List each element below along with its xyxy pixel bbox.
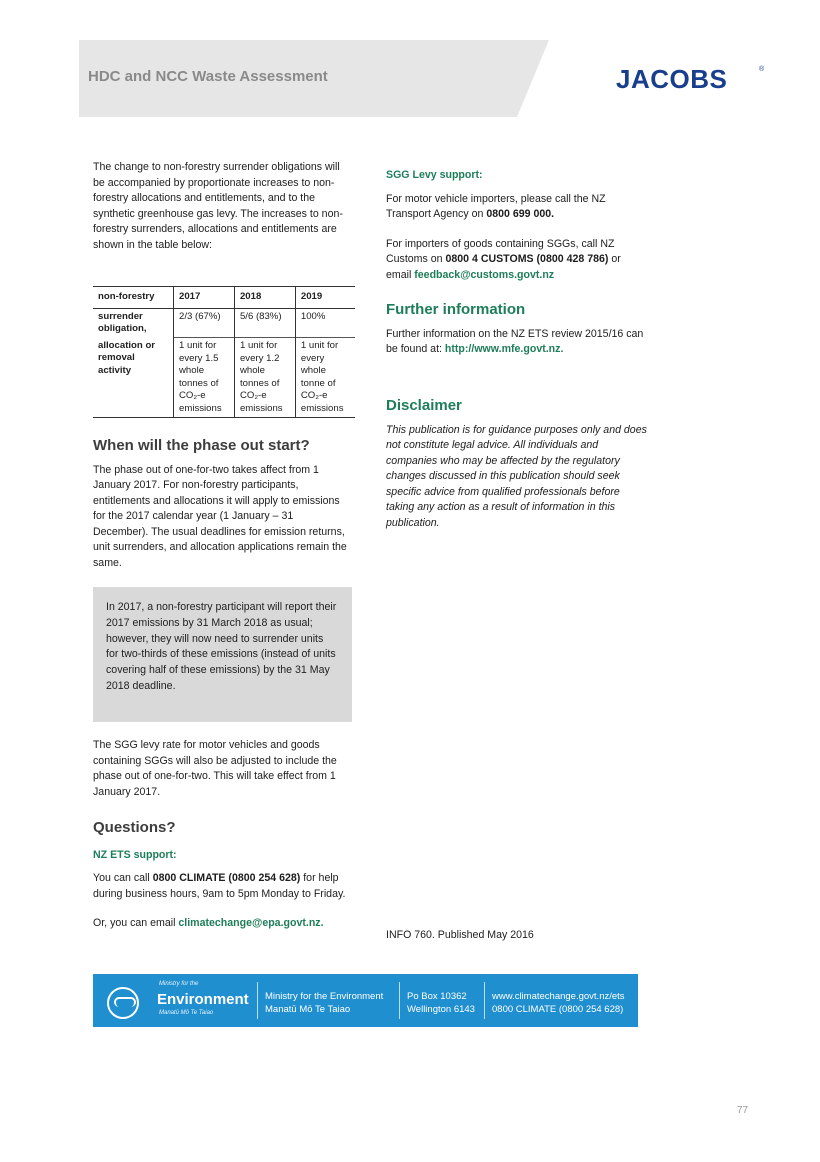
goods-text [386, 237, 648, 284]
table-cell: 1 unit for every 1.5 whole tonnes of CO₂-e emissions [174, 338, 235, 418]
motor-text [386, 192, 648, 223]
page-number: 77 [737, 1105, 749, 1116]
web-line2: 0800 CLIMATE (0800 254 628) [492, 1003, 624, 1015]
mfe-link[interactable]: http://www.mfe.govt.nz. [444, 343, 564, 355]
email-pre: Or, you can email [93, 917, 179, 929]
footer-address [407, 991, 475, 1016]
table-header-cell: 2018 [234, 287, 295, 309]
example-callout [93, 587, 352, 722]
ets-support-pre: You can call [93, 872, 153, 884]
ministry-line1: Ministry for the Environment [265, 991, 384, 1002]
goods-mid: or email [386, 253, 621, 281]
table-header-cell: non-forestry [98, 291, 155, 302]
web-line1[interactable]: www.climatechange.govt.nz/ets [492, 991, 625, 1002]
questions-section [93, 820, 348, 932]
document-title: HDC and NCC Waste Assessment [88, 68, 328, 85]
manatu-small: Manatū Mō Te Taiao [159, 1010, 214, 1016]
table-row [93, 308, 355, 338]
table-row-label: surrender obligation, [98, 310, 147, 334]
email-line [93, 916, 348, 932]
table-cell: 1 unit for every 1.2 whole tonnes of CO₂-e emissions [234, 338, 295, 418]
disclaimer-heading: Disclaimer [386, 397, 462, 414]
intro-text: The change to non-forestry surrender obligations will be accompanied by proportionate increases to non-forestry allocations and entitlements, and to the synthetic greenhouse gas levy. The increases to non-forestry surrenders, allocations and entitlements are shown in the table below: [93, 161, 343, 251]
ets-support-heading: NZ ETS support: [93, 848, 177, 861]
intro-paragraph [93, 160, 348, 253]
further-heading: Further information [386, 301, 526, 318]
mfe-footer-band [93, 974, 638, 1027]
sgg-support-heading: SGG Levy support: [386, 169, 483, 181]
table-row-label: allocation or removal activity [98, 339, 156, 376]
sgg-support-section [386, 168, 648, 283]
further-text [386, 327, 648, 358]
footer-separator [484, 982, 485, 1019]
info-line [386, 928, 648, 944]
table-cell: 1 unit for every whole tonne of CO₂-e emissions [295, 338, 355, 418]
disclaimer-section [386, 398, 648, 531]
phase-section [93, 438, 348, 571]
registered-mark: ® [759, 66, 765, 73]
motor-pre: For motor vehicle importers, please call the NZ Transport Agency on [386, 192, 606, 220]
disclaimer-text: This publication is for guidance purposes only and does not constitute legal advice. All individuals and companies who may be affected by the regulatory changes discussed in this publication should seek specific advice from qualified professionals before taking any action as a result of information in this publication. [386, 423, 647, 529]
ets-support-phone: 0800 CLIMATE (0800 254 628) [152, 872, 301, 884]
table-cell: 2/3 (67%) [174, 308, 235, 338]
customs-phone: 0800 4 CUSTOMS (0800 428 786) [445, 253, 609, 265]
further-info-section [386, 302, 648, 358]
sgg-paragraph [93, 738, 348, 800]
further-pre: Further information on the NZ ETS review 2015/16 can be found at: [386, 327, 644, 355]
questions-heading: Questions? [93, 819, 176, 836]
table-cell: 100% [295, 308, 355, 338]
mfe-logo-icon [107, 987, 139, 1019]
phase-heading: When will the phase out start? [93, 437, 310, 454]
phase-text: The phase out of one-for-two takes affect from 1 January 2017. For non-forestry participants, entitlements and allocations it will apply to emissions for the 2017 calendar year (1 January – 31 December). The usual deadlines for emission returns, unit surrenders, and allocation applications remain the same. [93, 463, 347, 569]
footer-separator [257, 982, 258, 1019]
jacobs-logo: JACOBS [616, 64, 728, 94]
footer-ministry [265, 991, 383, 1016]
environment-wordmark: Environment [157, 991, 249, 1008]
ets-support-post: for help during business hours, 9am to 5pm Monday to Friday. [93, 872, 346, 900]
customs-email-link[interactable]: feedback@customs.govt.nz [414, 268, 555, 281]
ministry-small: Ministry for the [159, 981, 199, 987]
ministry-line2: Manatū Mō Te Taiao [265, 1003, 351, 1015]
table-header-cell: 2017 [174, 287, 235, 309]
epa-email-link[interactable]: climatechange@epa.govt.nz. [178, 917, 324, 929]
footer-separator [399, 982, 400, 1019]
callout-text: In 2017, a non-forestry participant will report their 2017 emissions by 31 March 2018 as usual; however, they will now need to surrender units for two-thirds of these emissions (instead of units covering half of these emissions) by the 31 May 2018 deadline. [106, 601, 337, 692]
allocation-table [93, 286, 355, 418]
nzta-phone: 0800 699 000. [486, 208, 555, 220]
ets-support-text [93, 871, 348, 902]
table-header-cell: 2019 [295, 287, 355, 309]
table-row [93, 338, 355, 418]
po-line2: Wellington 6143 [407, 1003, 475, 1015]
sgg-text: The SGG levy rate for motor vehicles and goods containing SGGs will also be adjusted to include the phase out of one-for-two. This will take effect from 1 January 2017. [93, 739, 337, 798]
goods-pre: For importers of goods containing SGGs, call NZ Customs on [386, 237, 615, 265]
footer-contact [492, 991, 625, 1016]
publication-info: INFO 760. Published May 2016 [386, 929, 534, 941]
table-cell: 5/6 (83%) [234, 308, 295, 338]
po-line1: Po Box 10362 [407, 991, 467, 1002]
